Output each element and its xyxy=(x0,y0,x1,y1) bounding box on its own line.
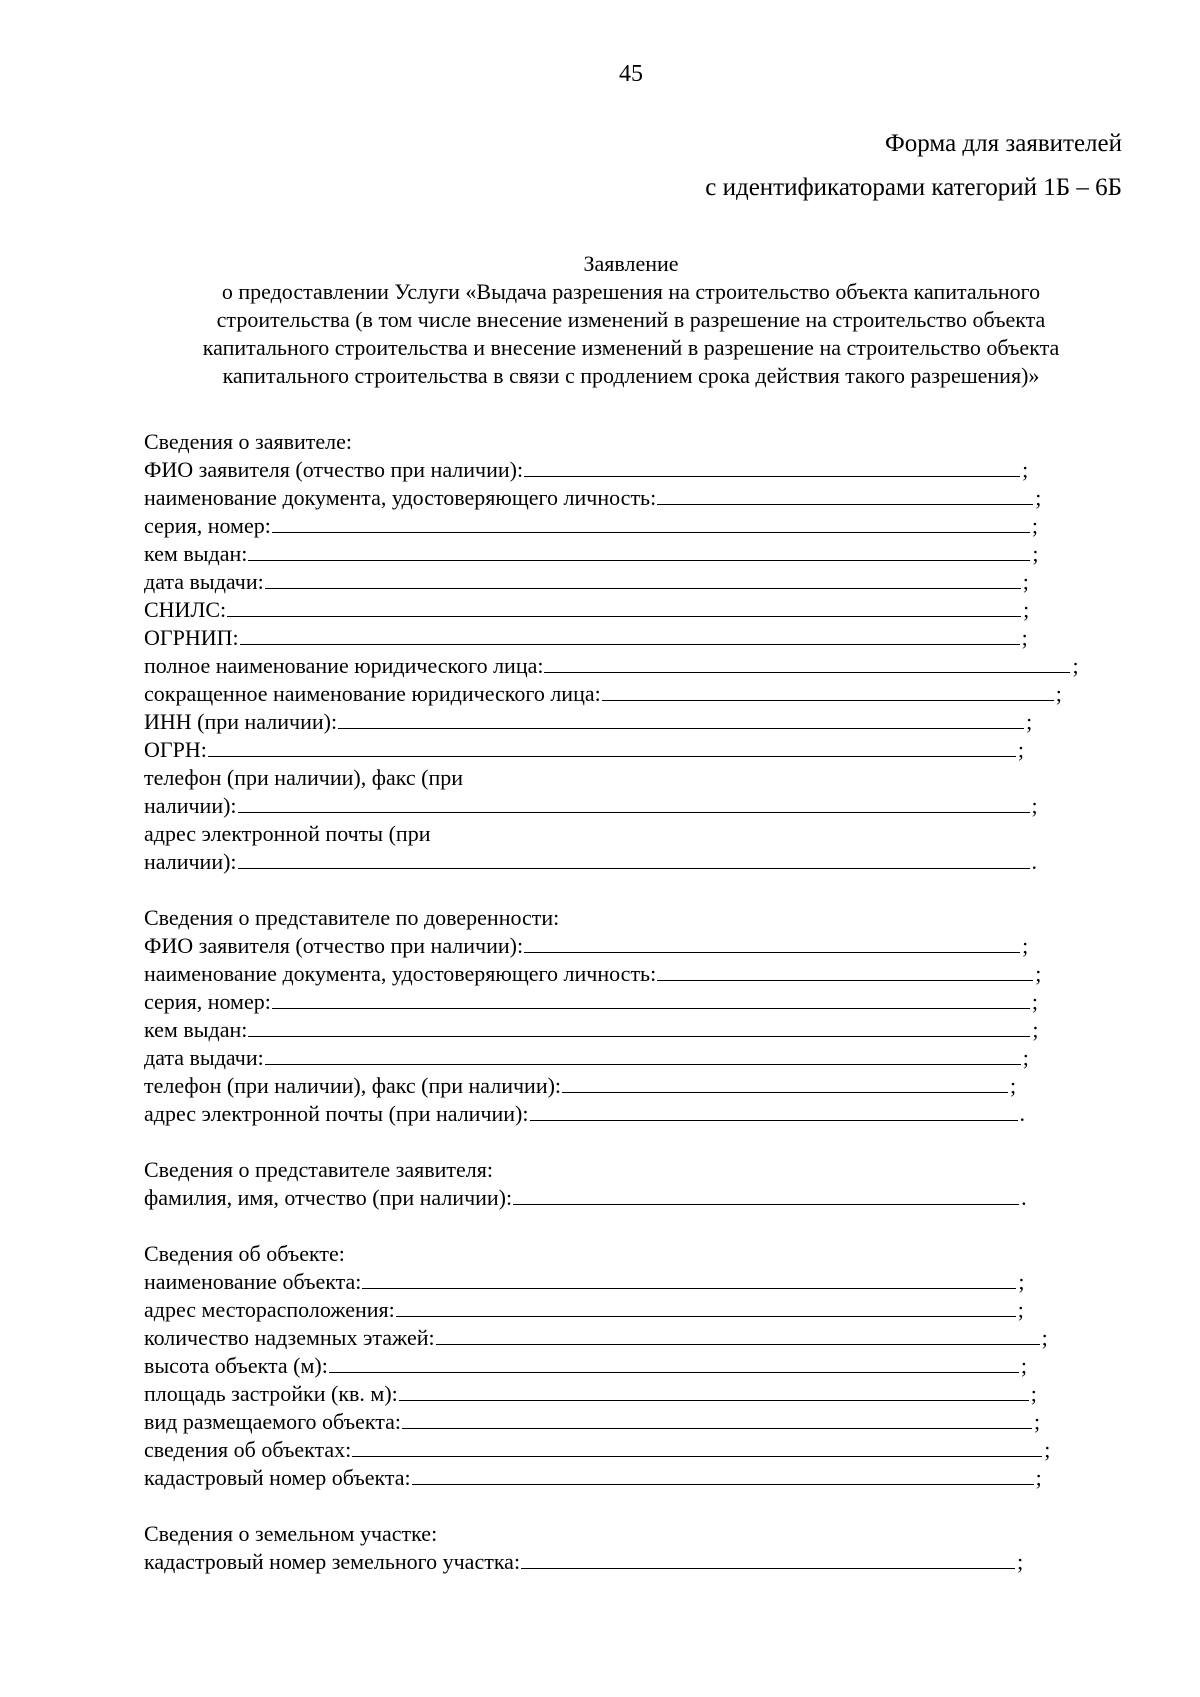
applicant-full-name-field[interactable] xyxy=(544,652,1070,673)
proxy-issued-by-field[interactable] xyxy=(248,1016,1030,1037)
field-terminator: ; xyxy=(1031,989,1038,1014)
field-terminator: ; xyxy=(1017,1549,1024,1574)
field-label: наименование объекта: xyxy=(144,1269,362,1294)
applicant-issued-by-row xyxy=(144,540,1124,568)
field-label: наименование документа, удостоверяющего личность: xyxy=(144,485,657,510)
object-info-row xyxy=(144,1436,1124,1464)
proxy-phone-row xyxy=(144,1072,1124,1100)
field-label: наличии): xyxy=(144,849,237,874)
object-name-field[interactable] xyxy=(362,1268,1016,1289)
field-terminator: ; xyxy=(1041,1325,1048,1350)
object-address-field[interactable] xyxy=(396,1296,1016,1317)
field-terminator: ; xyxy=(1035,485,1042,510)
field-label: кем выдан: xyxy=(144,1017,248,1042)
field-label: дата выдачи: xyxy=(144,569,264,594)
field-label: кадастровый номер земельного участка: xyxy=(144,1549,521,1574)
applicant-series-row xyxy=(144,512,1124,540)
proxy-issued-by-row xyxy=(144,1016,1124,1044)
field-terminator: ; xyxy=(1030,1381,1037,1406)
proxy-email-field[interactable] xyxy=(530,1100,1018,1121)
representative-name-field[interactable] xyxy=(513,1184,1019,1205)
land-section xyxy=(144,1520,1124,1576)
field-label: ФИО заявителя (отчество при наличии): xyxy=(144,933,524,958)
applicant-phone-field[interactable] xyxy=(238,792,1030,813)
section-heading: Сведения об объекте: xyxy=(144,1241,345,1266)
land-cadastral-row xyxy=(144,1548,1124,1576)
object-cadastral-row xyxy=(144,1464,1124,1492)
field-label-continued: адрес электронной почты (при xyxy=(144,821,431,846)
applicant-doc-name-row xyxy=(144,484,1124,512)
applicant-section xyxy=(144,428,1124,876)
field-label: наименование документа, удостоверяющего личность: xyxy=(144,961,657,986)
section-heading: Сведения о заявителе: xyxy=(144,429,353,454)
applicant-ogrn-row xyxy=(144,736,1124,764)
field-label: ФИО заявителя (отчество при наличии): xyxy=(144,457,524,482)
applicant-snils-row xyxy=(144,596,1124,624)
object-cadastral-field[interactable] xyxy=(412,1464,1034,1485)
field-terminator: ; xyxy=(1035,961,1042,986)
field-label: кем выдан: xyxy=(144,541,248,566)
object-type-row xyxy=(144,1408,1124,1436)
object-area-row xyxy=(144,1380,1124,1408)
object-info-field[interactable] xyxy=(352,1436,1042,1457)
applicant-fio-field[interactable] xyxy=(524,456,1020,477)
applicant-issued-by-field[interactable] xyxy=(248,540,1030,561)
applicant-short-name-row xyxy=(144,680,1124,708)
proxy-doc-name-row xyxy=(144,960,1124,988)
proxy-fio-field[interactable] xyxy=(524,932,1020,953)
object-address-row xyxy=(144,1296,1124,1324)
field-label: серия, номер: xyxy=(144,513,271,538)
representative-name-row xyxy=(144,1184,1124,1212)
representative-section xyxy=(144,1156,1124,1212)
field-label: площадь застройки (кв. м): xyxy=(144,1381,398,1406)
proxy-phone-field[interactable] xyxy=(562,1072,1008,1093)
field-terminator: ; xyxy=(1010,1073,1017,1098)
applicant-email-field[interactable] xyxy=(238,848,1030,869)
field-label: наличии): xyxy=(144,793,237,818)
applicant-doc-name-field[interactable] xyxy=(657,484,1033,505)
field-label: сокращенное наименование юридического лица: xyxy=(144,681,601,706)
form-header xyxy=(705,122,1122,210)
form-header-line-2: с идентификаторами категорий 1Б – 6Б xyxy=(705,174,1122,201)
field-label: серия, номер: xyxy=(144,989,271,1014)
field-label: вид размещаемого объекта: xyxy=(144,1409,401,1434)
field-label: дата выдачи: xyxy=(144,1045,264,1070)
applicant-ogrnip-row xyxy=(144,624,1124,652)
field-terminator: ; xyxy=(1034,1409,1041,1434)
proxy-email-row xyxy=(144,1100,1124,1128)
field-label: сведения об объектах: xyxy=(144,1437,352,1462)
applicant-snils-field[interactable] xyxy=(227,596,1021,617)
proxy-issue-date-row xyxy=(144,1044,1124,1072)
field-label: ОГРН: xyxy=(144,737,207,762)
object-floors-row xyxy=(144,1324,1124,1352)
field-terminator: ; xyxy=(1032,1017,1039,1042)
applicant-inn-row xyxy=(144,708,1124,736)
field-label: фамилия, имя, отчество (при наличии): xyxy=(144,1185,513,1210)
applicant-full-name-row xyxy=(144,652,1124,680)
field-terminator: ; xyxy=(1017,737,1024,762)
field-terminator: ; xyxy=(1022,933,1029,958)
field-label: полное наименование юридического лица: xyxy=(144,653,544,678)
applicant-series-field[interactable] xyxy=(272,512,1030,533)
object-section xyxy=(144,1240,1124,1492)
field-terminator: ; xyxy=(1026,709,1033,734)
land-cadastral-field[interactable] xyxy=(521,1548,1015,1569)
field-terminator: ; xyxy=(1023,597,1030,622)
field-label: адрес электронной почты (при наличии): xyxy=(144,1101,529,1126)
applicant-issue-date-field[interactable] xyxy=(265,568,1021,589)
field-terminator: ; xyxy=(1035,1465,1042,1490)
field-terminator: . xyxy=(1019,1101,1025,1126)
field-label: высота объекта (м): xyxy=(144,1353,328,1378)
field-terminator: ; xyxy=(1072,653,1079,678)
field-label: количество надземных этажей: xyxy=(144,1325,435,1350)
applicant-short-name-field[interactable] xyxy=(602,680,1054,701)
proxy-doc-name-field[interactable] xyxy=(657,960,1033,981)
field-label: кадастровый номер объекта: xyxy=(144,1465,411,1490)
form-header-line-1: Форма для заявителей xyxy=(885,130,1122,157)
page-number: 45 xyxy=(619,61,643,87)
proxy-series-row xyxy=(144,988,1124,1016)
applicant-fio-row xyxy=(144,456,1124,484)
field-terminator: . xyxy=(1021,1185,1027,1210)
field-terminator: ; xyxy=(1031,793,1038,818)
field-terminator: ; xyxy=(1031,513,1038,538)
field-terminator: ; xyxy=(1022,1045,1029,1070)
object-height-field[interactable] xyxy=(329,1352,1019,1373)
applicant-phone-row xyxy=(144,792,1124,820)
object-area-field[interactable] xyxy=(399,1380,1029,1401)
proxy-section xyxy=(144,904,1124,1128)
proxy-series-field[interactable] xyxy=(272,988,1030,1009)
field-terminator: ; xyxy=(1055,681,1062,706)
object-name-row xyxy=(144,1268,1124,1296)
field-label: СНИЛС: xyxy=(144,597,227,622)
section-heading: Сведения о земельном участке: xyxy=(144,1521,438,1546)
field-terminator: ; xyxy=(1044,1437,1051,1462)
title-line: капитального строительства в связи с продлением срока действия такого разрешения)» xyxy=(222,363,1040,388)
title-line: строительства (в том числе внесение изменений в разрешение на строительство объекта xyxy=(216,307,1046,332)
field-terminator: ; xyxy=(1022,457,1029,482)
object-height-row xyxy=(144,1352,1124,1380)
applicant-inn-field[interactable] xyxy=(338,708,1024,729)
field-terminator: ; xyxy=(1021,625,1028,650)
field-terminator: ; xyxy=(1032,541,1039,566)
field-terminator: . xyxy=(1031,849,1038,874)
field-label: телефон (при наличии), факс (при наличии): xyxy=(144,1073,562,1098)
applicant-issue-date-row xyxy=(144,568,1124,596)
object-floors-field[interactable] xyxy=(436,1324,1040,1345)
applicant-ogrn-field[interactable] xyxy=(208,736,1016,757)
title-line: капитального строительства и внесение изменений в разрешение на строительство объекта xyxy=(202,335,1060,360)
title-line: о предоставлении Услуги «Выдача разрешения на строительство объекта капитального xyxy=(221,279,1041,304)
form-fields xyxy=(144,428,1124,1604)
field-label: ИНН (при наличии): xyxy=(144,709,338,734)
section-heading: Сведения о представителе заявителя: xyxy=(144,1157,493,1182)
section-heading: Сведения о представителе по доверенности: xyxy=(144,905,560,930)
proxy-issue-date-field[interactable] xyxy=(265,1044,1021,1065)
document-title xyxy=(150,250,1112,390)
field-label: ОГРНИП: xyxy=(144,625,239,650)
applicant-email-row xyxy=(144,848,1124,876)
field-terminator: ; xyxy=(1017,1297,1024,1322)
field-label-continued: телефон (при наличии), факс (при xyxy=(144,765,464,790)
title-heading: Заявление xyxy=(583,251,679,276)
field-terminator: ; xyxy=(1022,569,1029,594)
proxy-fio-row xyxy=(144,932,1124,960)
field-label: адрес месторасположения: xyxy=(144,1297,395,1322)
object-type-field[interactable] xyxy=(402,1408,1032,1429)
applicant-ogrnip-field[interactable] xyxy=(240,624,1020,645)
field-terminator: ; xyxy=(1018,1269,1025,1294)
field-terminator: ; xyxy=(1020,1353,1027,1378)
